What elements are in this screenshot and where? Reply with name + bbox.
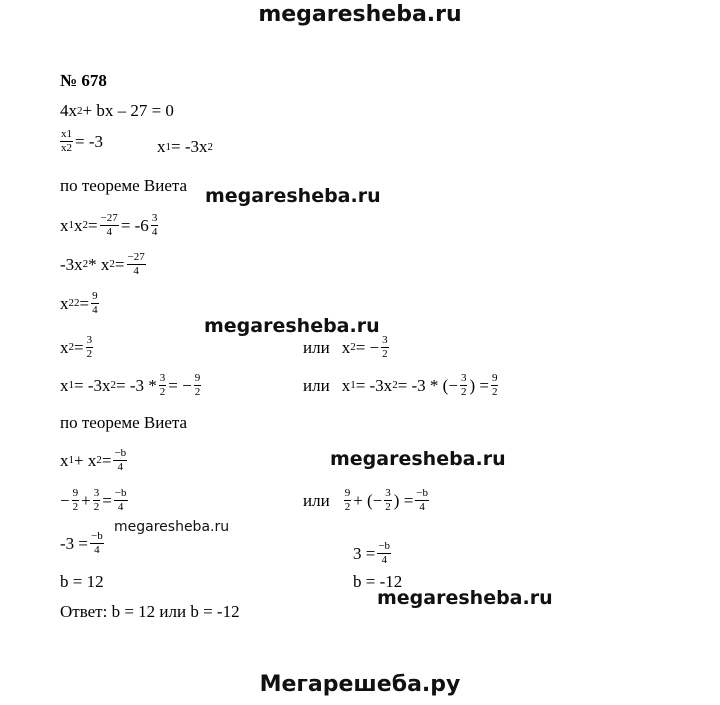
x1-value-a: x 1 = -3x 2 = -3 * $\frac{3}{2}$ = − $\frac{9}{2}$ <box>60 372 201 398</box>
relation-line: x 1 = -3x 2 <box>157 137 213 156</box>
result-a: b = 12 <box>60 572 104 591</box>
x1-value-b: или x 1 = -3x 2 = -3 * (− $\frac{3}{2}$ ) = $\frac{9}{2}$ <box>303 372 498 398</box>
sum-line: x 1 + x 2 = $\frac{-b}{4}$ <box>60 447 127 473</box>
answer: Ответ: b = 12 или b = -12 <box>60 602 240 621</box>
square-line: x 2 2 = $\frac{9}{4}$ <box>60 290 98 316</box>
substitution-line: -3x 2 * x 2 = $\frac{-27}{4}$ <box>60 251 145 277</box>
sum-substitution-b: или $\frac{9}{2}$ + (− $\frac{3}{2}$ ) = $\frac{-b}{4}$ <box>303 487 428 513</box>
sum-substitution-a: − $\frac{9}{2}$ + $\frac{3}{2}$ = $\frac{-b}{4}$ <box>60 487 127 513</box>
site-watermark-top[interactable]: megaresheba.ru <box>258 2 462 27</box>
result-b: b = -12 <box>353 572 403 591</box>
problem-number: № 678 <box>60 71 107 90</box>
vieta-text-2: по теореме Виета <box>60 413 188 432</box>
linear-b: 3 = $\frac{-b}{4}$ <box>353 540 391 566</box>
watermark: megaresheba.ru <box>377 587 553 609</box>
site-watermark-bottom[interactable]: Мегарешеба.ру <box>259 672 461 697</box>
equation: 4x 2 + bx – 27 = 0 <box>60 101 174 120</box>
linear-a: -3 = $\frac{-b}{4}$ <box>60 530 103 556</box>
product-line: x 1 x 2 = $\frac{-27}{4}$ = -6 $\frac{3}{4}$ <box>60 212 158 238</box>
ratio-line: $\frac{x1}{x2}$ = -3 <box>61 128 103 154</box>
ratio-fraction: $\frac{x1}{x2}$ <box>61 128 72 154</box>
watermark: megaresheba.ru <box>330 448 506 470</box>
watermark: megaresheba.ru <box>114 519 230 535</box>
vieta-text: по теореме Виета <box>60 176 188 195</box>
watermark: megaresheba.ru <box>204 315 380 337</box>
watermark: megaresheba.ru <box>205 185 381 207</box>
root-negative: или x 2 = − $\frac{3}{2}$ <box>303 334 388 360</box>
root-positive: x 2 = $\frac{3}{2}$ <box>60 334 93 360</box>
